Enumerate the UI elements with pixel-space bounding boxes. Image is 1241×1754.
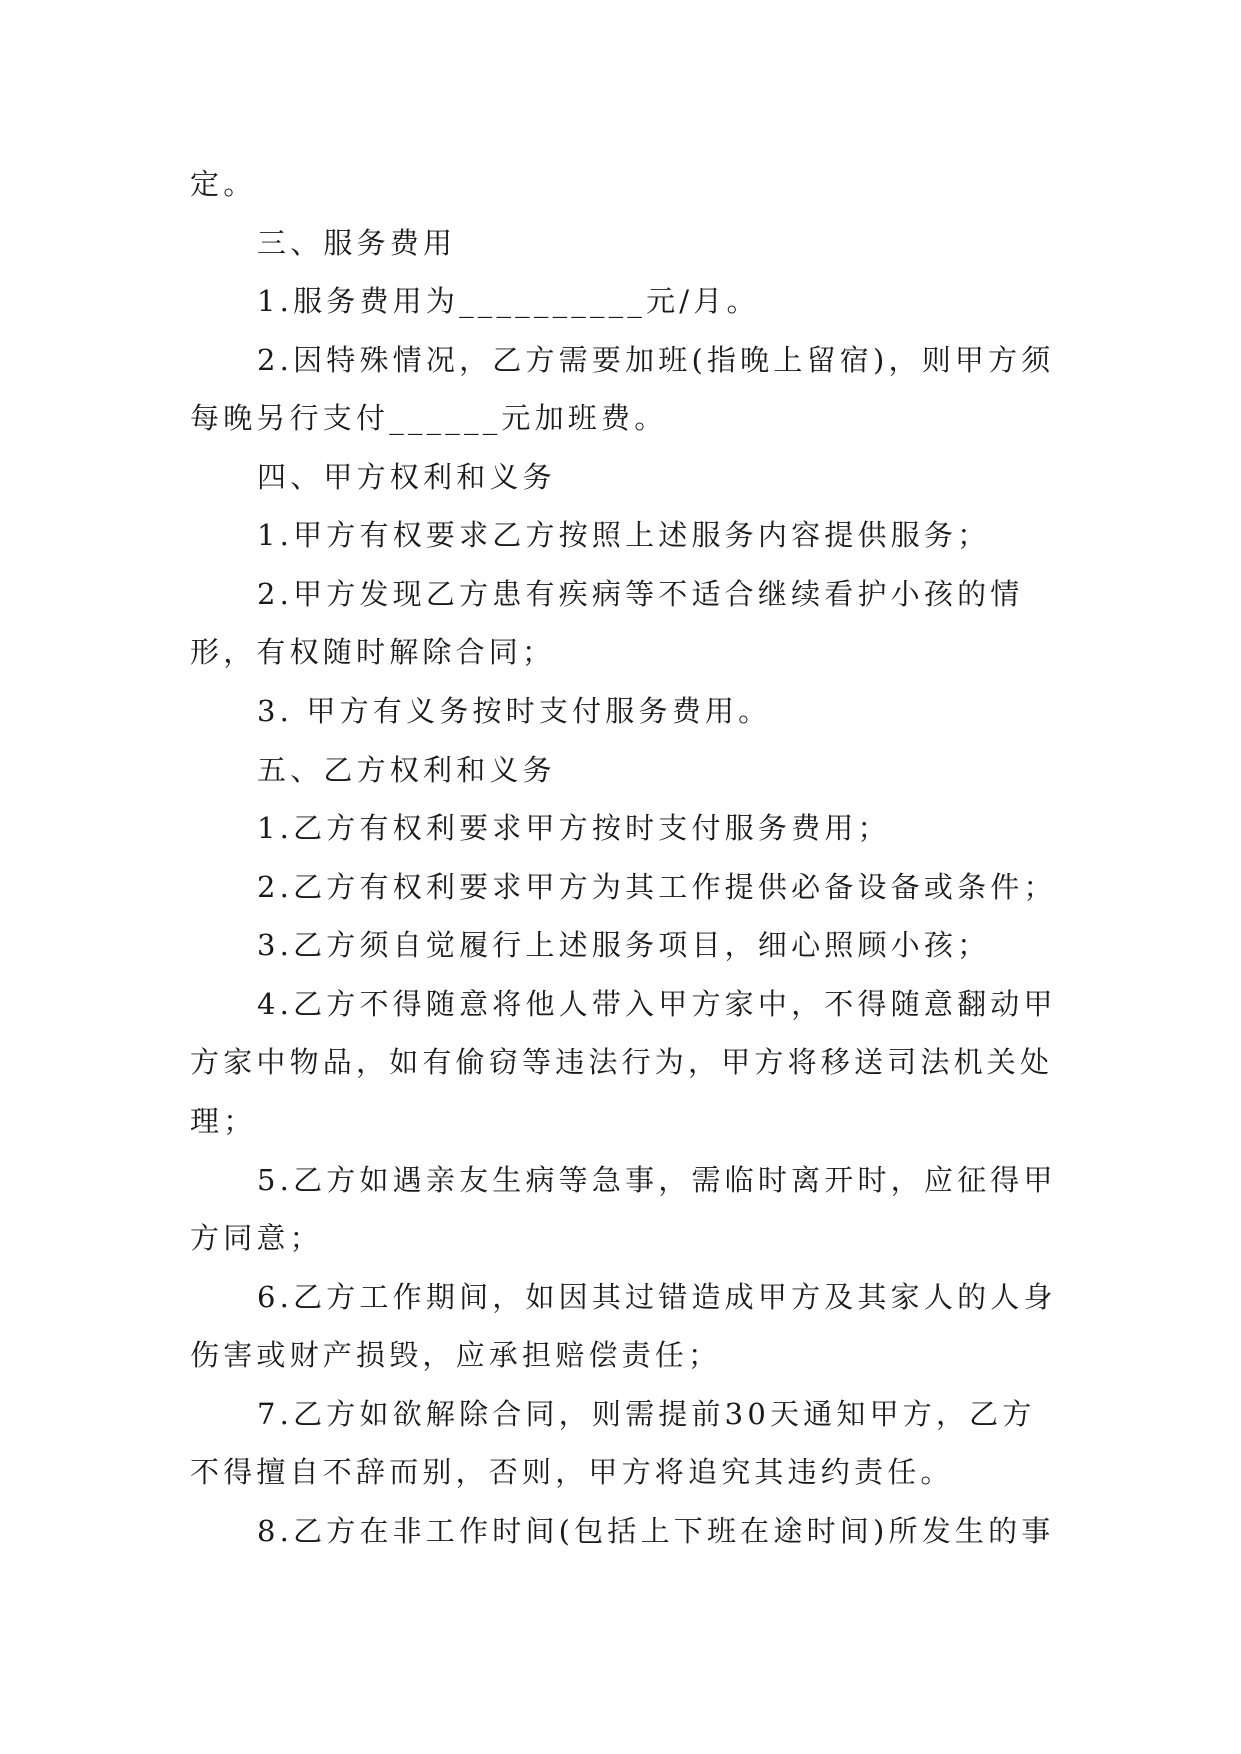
- text-line: 定。: [190, 167, 257, 201]
- text-line: 方家中物品，如有偷窃等违法行为，甲方将移送司法机关处: [190, 1045, 1054, 1079]
- text-line: 1.甲方有权要求乙方按照上述服务内容提供服务；: [257, 518, 991, 552]
- text-line: 2.乙方有权利要求甲方为其工作提供必备设备或条件；: [257, 870, 1057, 904]
- text-line: 1.乙方有权利要求甲方按时支付服务费用；: [257, 811, 891, 845]
- text-line: 4.乙方不得随意将他人带入甲方家中，不得随意翻动甲: [257, 987, 1057, 1021]
- text-line: 伤害或财产损毁，应承担赔偿责任；: [190, 1338, 722, 1372]
- text-line: 理；: [190, 1104, 257, 1138]
- text-line: 7.乙方如欲解除合同，则需提前30天通知甲方，乙方: [257, 1397, 1036, 1431]
- text-line: 2.因特殊情况，乙方需要加班(指晚上留宿)，则甲方须: [257, 343, 1055, 377]
- text-line: 5.乙方如遇亲友生病等急事，需临时离开时，应征得甲: [257, 1163, 1057, 1197]
- text-line: 方同意；: [190, 1221, 323, 1255]
- text-line: 不得擅自不辞而别，否则，甲方将追究其违约责任。: [190, 1455, 954, 1489]
- text-line: 形，有权随时解除合同；: [190, 635, 556, 669]
- text-line: 2.甲方发现乙方患有疾病等不适合继续看护小孩的情: [257, 577, 1024, 611]
- section-heading-3: 三、服务费用: [257, 226, 457, 260]
- text-line: 1.服务费用为__________元/月。: [257, 284, 760, 318]
- section-heading-5: 五、乙方权利和义务: [257, 753, 556, 787]
- text-line: 8.乙方在非工作时间(包括上下班在途时间)所发生的事: [257, 1514, 1055, 1548]
- section-heading-4: 四、甲方权利和义务: [257, 460, 556, 494]
- text-line: 6.乙方工作期间，如因其过错造成甲方及其家人的人身: [257, 1280, 1057, 1314]
- text-line: 每晚另行支付______元加班费。: [190, 401, 668, 435]
- text-line: 3. 甲方有义务按时支付服务费用。: [257, 694, 772, 728]
- text-line: 3.乙方须自觉履行上述服务项目，细心照顾小孩；: [257, 928, 991, 962]
